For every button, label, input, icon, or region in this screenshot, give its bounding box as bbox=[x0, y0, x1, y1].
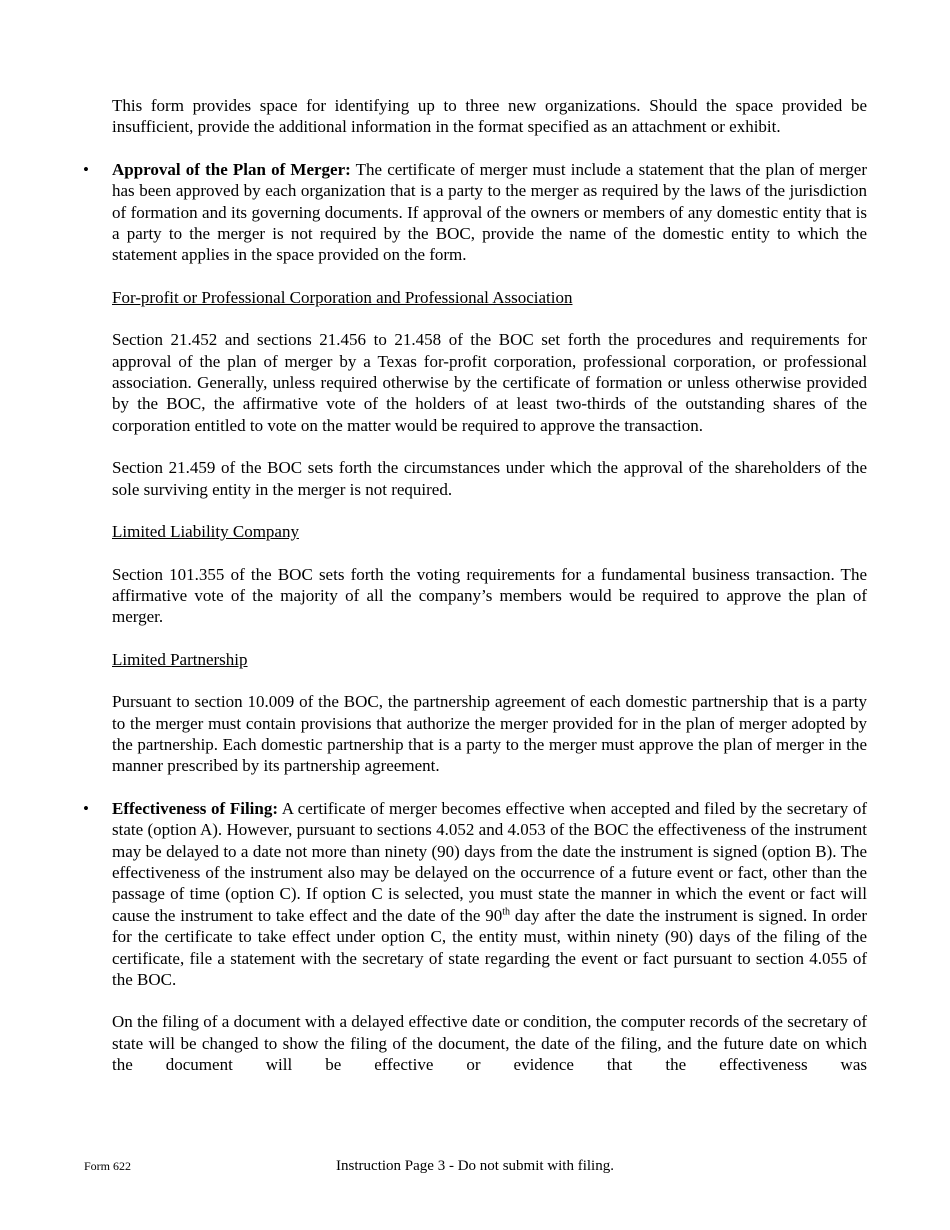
llc-paragraph: Section 101.355 of the BOC sets forth the voting requirements for a fundamental business transaction. The affirmative vote of the majority of all the company’s members would be required to approve the plan of merger. bbox=[112, 564, 867, 627]
filing-paragraph: On the filing of a document with a delayed effective date or condition, the computer records of the secretary of state will be changed to show the filing of the document, the date of the filing, and the future date on which the document will be effective or evidence that the effectiveness was bbox=[112, 1012, 867, 1075]
intro-paragraph: This form provides space for identifying up to three new organizations. Should the space provided be insufficient, provide the additional information in the format specified as an attachment or exhibit. bbox=[112, 96, 867, 137]
approval-label: Approval of the Plan of Merger: bbox=[112, 159, 351, 179]
effectiveness-label: Effectiveness of Filing: bbox=[112, 798, 278, 818]
ordinal-suffix: th bbox=[502, 906, 511, 918]
effectiveness-text-a: A certificate of merger becomes effective when accepted and filed by the secretary of state (option A). However, pursuant to sections 4.052 and 4.053 of the BOC the effectiveness of the instrument may be delayed to a date not more than ninety (90) days from the date the instrument is signed (option B). The effectiveness of the instrument also may be delayed on the occurrence of a future event or fact, other than the passage of time (option C). If option C is selected, you must state the manner in which the event or fact will cause the instrument to take effect and the date of the 90 bbox=[112, 798, 867, 925]
document-body bbox=[83, 95, 867, 1076]
form-number: Form 622 bbox=[84, 1159, 132, 1173]
effectiveness-text-b: day after the date the instrument is signed. In order for the certificate to take effect under option C, the entity must, within ninety (90) days of the filing of the certificate, file a statement with the secretary of state regarding the event or fact pursuant to section 4.055 of the BOC. bbox=[112, 905, 867, 989]
approval-item bbox=[83, 159, 867, 266]
corp-paragraph-2: Section 21.459 of the BOC sets forth the circumstances under which the approval of the shareholders of the sole surviving entity in the merger is not required. bbox=[112, 458, 867, 499]
bullet-icon: • bbox=[83, 159, 89, 179]
corp-heading: For-profit or Professional Corporation and Professional Association bbox=[112, 287, 573, 307]
llc-heading: Limited Liability Company bbox=[112, 522, 299, 542]
lp-paragraph: Pursuant to section 10.009 of the BOC, the partnership agreement of each domestic partnership that is a party to the merger must contain provisions that authorize the merger provided for in the plan of merger adopted by the partnership. Each domestic partnership that is a party to the merger must approve the plan of merger in the manner prescribed by its partnership agreement. bbox=[112, 692, 867, 776]
page-footer: Instruction Page 3 - Do not submit with filing. bbox=[336, 1158, 614, 1174]
approval-paragraph bbox=[112, 159, 867, 266]
corp-paragraph-1: Section 21.452 and sections 21.456 to 21.458 of the BOC set forth the procedures and requirements for approval of the plan of merger by a Texas for-profit corporation, professional corporation, or professional association. Generally, unless required otherwise by the certificate of formation or unless otherwise provided by the BOC, the affirmative vote of the holders of at least two-thirds of the outstanding shares of the corporation entitled to vote on the matter would be required to approve the transaction. bbox=[112, 330, 867, 435]
lp-heading: Limited Partnership bbox=[112, 649, 248, 669]
effectiveness-paragraph bbox=[112, 798, 867, 991]
approval-text: The certificate of merger must include a statement that the plan of merger has been approved by each organization that is a party to the merger as required by the laws of the jurisdiction of formation and its governing documents. If approval of the owners or members of any domestic entity that is a party to the merger is not required by the BOC, provide the name of the domestic entity to which the statement applies in the space provided on the form. bbox=[112, 159, 867, 265]
effectiveness-item bbox=[83, 798, 867, 991]
bullet-icon: • bbox=[83, 798, 89, 818]
